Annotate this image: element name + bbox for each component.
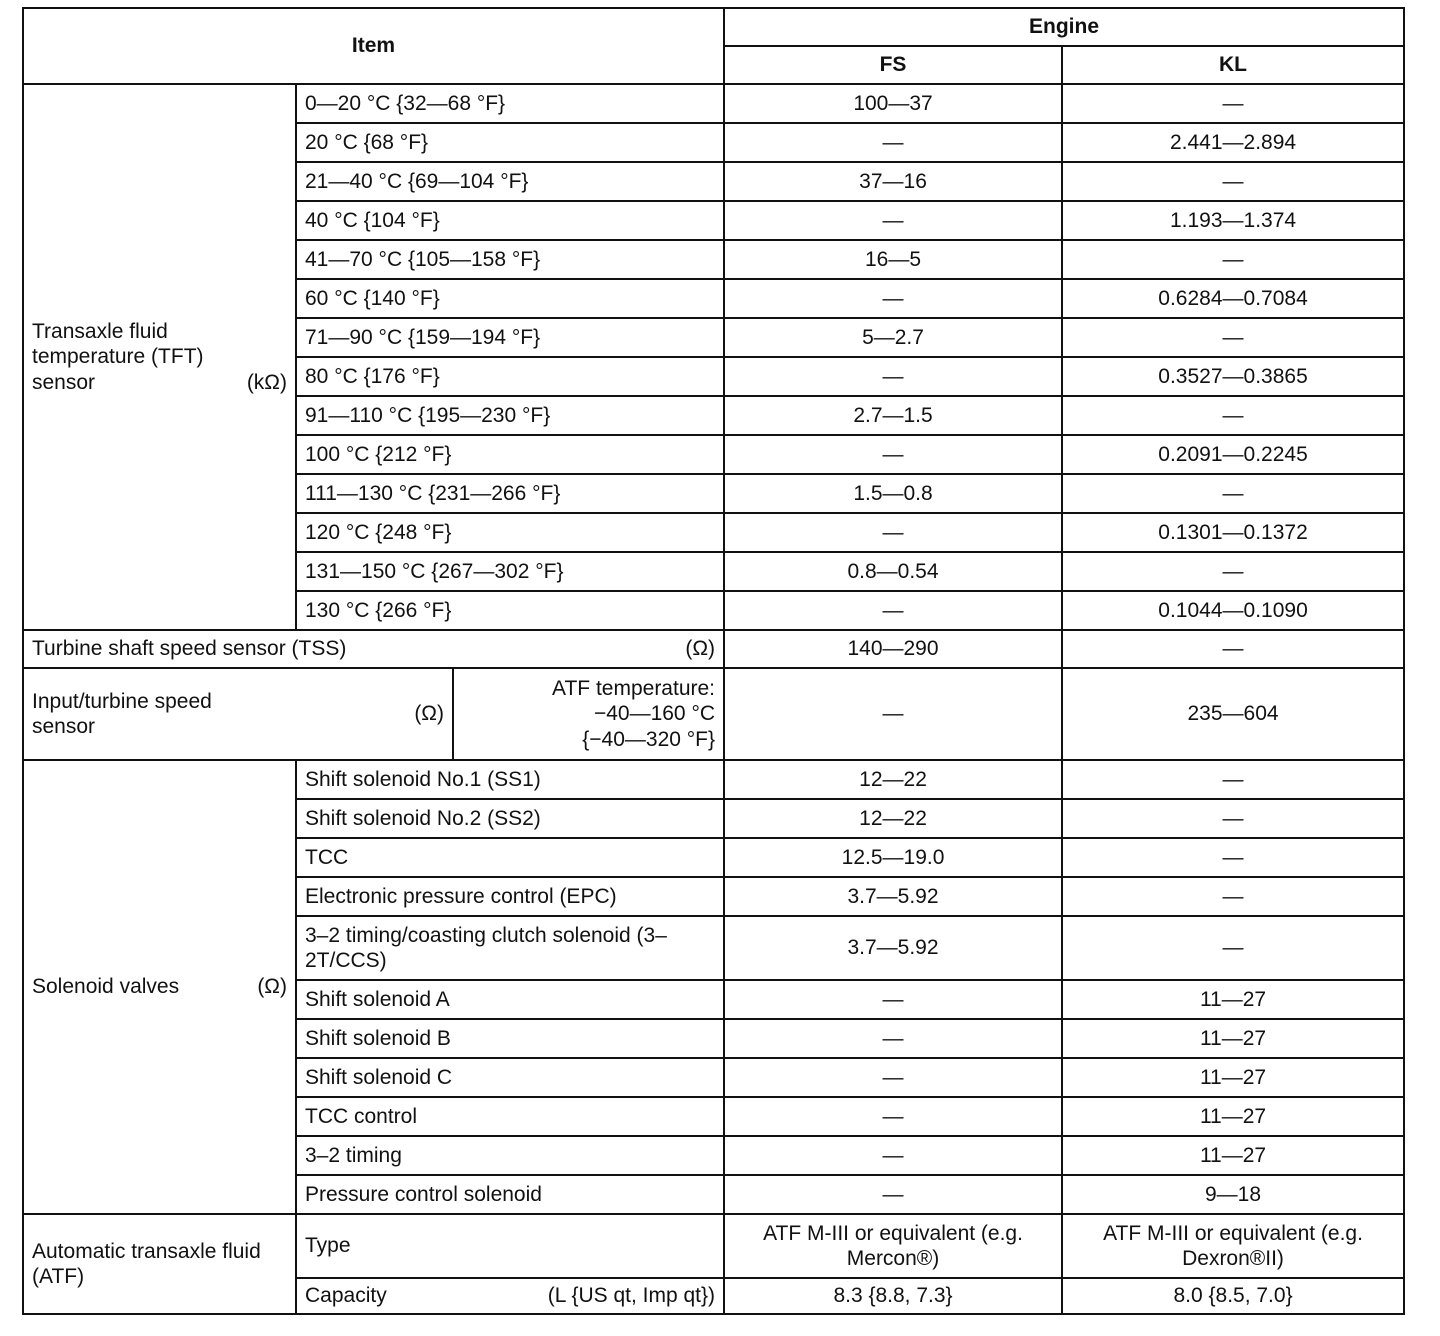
solenoid-kl-value: 11—27 <box>1062 1058 1404 1097</box>
solenoid-name: Pressure control solenoid <box>296 1175 724 1214</box>
solenoid-kl-value: — <box>1062 916 1404 980</box>
kl-header: KL <box>1062 46 1404 84</box>
atf-type-row <box>23 1214 1404 1278</box>
tft-condition: 80 °C {176 °F} <box>296 357 724 396</box>
tft-condition: 41—70 °C {105—158 °F} <box>296 240 724 279</box>
solenoid-kl-value: — <box>1062 760 1404 799</box>
tft-condition: 40 °C {104 °F} <box>296 201 724 240</box>
solenoid-name: Shift solenoid No.1 (SS1) <box>296 760 724 799</box>
tft-condition: 91—110 °C {195—230 °F} <box>296 396 724 435</box>
tft-label: Transaxle fluid temperature (TFT) sensor <box>32 320 204 394</box>
tss-kl: — <box>1062 630 1404 668</box>
engine-header: Engine <box>724 8 1404 46</box>
tft-fs-value: — <box>724 435 1062 474</box>
tft-condition: 60 °C {140 °F} <box>296 279 724 318</box>
tft-kl-value: — <box>1062 240 1404 279</box>
tft-fs-value: — <box>724 357 1062 396</box>
tft-kl-value: 0.1301—0.1372 <box>1062 513 1404 552</box>
solenoid-row <box>23 760 1404 799</box>
solenoid-fs-value: — <box>724 1097 1062 1136</box>
tft-row <box>23 84 1404 123</box>
solenoid-fs-value: — <box>724 1175 1062 1214</box>
tft-section <box>23 84 1404 630</box>
tft-kl-value: — <box>1062 474 1404 513</box>
tft-condition: 131—150 °C {267—302 °F} <box>296 552 724 591</box>
tft-kl-value: 0.3527—0.3865 <box>1062 357 1404 396</box>
input-turbine-label: Input/turbine speed sensor <box>32 689 212 738</box>
tft-condition: 20 °C {68 °F} <box>296 123 724 162</box>
atf-capacity-label: Capacity <box>305 1284 387 1308</box>
atf-type-label: Type <box>296 1214 724 1278</box>
tft-kl-value: — <box>1062 552 1404 591</box>
tft-kl-value: — <box>1062 318 1404 357</box>
solenoid-name: TCC control <box>296 1097 724 1136</box>
input-turbine-kl: 235—604 <box>1062 668 1404 760</box>
input-turbine-unit: (Ω) <box>414 702 444 726</box>
tft-condition: 111—130 °C {231—266 °F} <box>296 474 724 513</box>
tss-row <box>23 630 1404 668</box>
tft-fs-value: — <box>724 591 1062 630</box>
tft-kl-value: 0.6284—0.7084 <box>1062 279 1404 318</box>
tft-kl-value: — <box>1062 84 1404 123</box>
tft-kl-value: — <box>1062 162 1404 201</box>
solenoid-kl-value: — <box>1062 838 1404 877</box>
atf-label: Automatic transaxle fluid (ATF) <box>32 1239 261 1288</box>
solenoid-section <box>23 760 1404 1214</box>
solenoid-fs-value: — <box>724 1136 1062 1175</box>
solenoid-name: Shift solenoid A <box>296 980 724 1019</box>
tft-kl-value: 0.2091—0.2245 <box>1062 435 1404 474</box>
tft-fs-value: — <box>724 123 1062 162</box>
fs-header: FS <box>724 46 1062 84</box>
tss-label-cell <box>23 630 724 668</box>
atf-capacity-cell <box>296 1278 724 1314</box>
input-turbine-condition <box>453 668 724 760</box>
tft-condition: 100 °C {212 °F} <box>296 435 724 474</box>
tft-kl-value: 2.441—2.894 <box>1062 123 1404 162</box>
solenoid-name: Shift solenoid C <box>296 1058 724 1097</box>
tss-unit: (Ω) <box>685 637 716 661</box>
tft-kl-value: 1.193—1.374 <box>1062 201 1404 240</box>
tft-fs-value: 16—5 <box>724 240 1062 279</box>
solenoid-fs-value: 3.7—5.92 <box>724 877 1062 916</box>
header-row <box>23 8 1404 46</box>
tft-fs-value: — <box>724 513 1062 552</box>
solenoid-fs-value: — <box>724 1019 1062 1058</box>
solenoid-name: 3–2 timing <box>296 1136 724 1175</box>
tft-fs-value: 5—2.7 <box>724 318 1062 357</box>
tss-label: Turbine shaft speed sensor (TSS) <box>32 637 347 661</box>
solenoid-kl-value: 11—27 <box>1062 1097 1404 1136</box>
solenoid-kl-value: — <box>1062 799 1404 838</box>
tft-unit: (kΩ) <box>246 370 287 394</box>
solenoid-name: Shift solenoid No.2 (SS2) <box>296 799 724 838</box>
atf-capacity-unit: (L {US qt, Imp qt}) <box>547 1284 716 1308</box>
solenoid-unit: (Ω) <box>257 975 287 999</box>
tft-fs-value: 37—16 <box>724 162 1062 201</box>
solenoid-label: Solenoid valves <box>32 975 180 999</box>
tft-condition: 120 °C {248 °F} <box>296 513 724 552</box>
input-turbine-row <box>23 668 1404 760</box>
tft-fs-value: 1.5—0.8 <box>724 474 1062 513</box>
tft-condition: 0—20 °C {32—68 °F} <box>296 84 724 123</box>
solenoid-name: Electronic pressure control (EPC) <box>296 877 724 916</box>
tft-fs-value: — <box>724 201 1062 240</box>
atf-label-cell <box>23 1214 296 1314</box>
tft-condition: 71—90 °C {159—194 °F} <box>296 318 724 357</box>
tft-fs-value: 100—37 <box>724 84 1062 123</box>
input-turbine-cond-line1: ATF temperature: <box>552 677 716 701</box>
solenoid-label-cell <box>23 760 296 1214</box>
solenoid-kl-value: 11—27 <box>1062 1019 1404 1058</box>
solenoid-fs-value: — <box>724 1058 1062 1097</box>
tft-fs-value: — <box>724 279 1062 318</box>
input-turbine-cond-line2: −40—160 °C <box>593 702 716 726</box>
solenoid-kl-value: 11—27 <box>1062 1136 1404 1175</box>
tft-condition: 21—40 °C {69—104 °F} <box>296 162 724 201</box>
solenoid-fs-value: 12—22 <box>724 799 1062 838</box>
spec-table <box>22 7 1405 1315</box>
atf-capacity-fs: 8.3 {8.8, 7.3} <box>724 1278 1062 1314</box>
solenoid-name: Shift solenoid B <box>296 1019 724 1058</box>
solenoid-name: 3–2 timing/coasting clutch solenoid (3–2T/CCS) <box>296 916 724 980</box>
tft-fs-value: 0.8—0.54 <box>724 552 1062 591</box>
tss-fs: 140—290 <box>724 630 1062 668</box>
solenoid-fs-value: 12.5—19.0 <box>724 838 1062 877</box>
solenoid-kl-value: 9—18 <box>1062 1175 1404 1214</box>
solenoid-fs-value: 3.7—5.92 <box>724 916 1062 980</box>
tft-kl-value: — <box>1062 396 1404 435</box>
input-turbine-fs: — <box>724 668 1062 760</box>
item-header: Item <box>23 8 724 84</box>
input-turbine-cond-line3: {−40—320 °F} <box>582 727 716 751</box>
atf-capacity-kl: 8.0 {8.5, 7.0} <box>1062 1278 1404 1314</box>
solenoid-kl-value: — <box>1062 877 1404 916</box>
atf-type-fs: ATF M-III or equivalent (e.g. Mercon®) <box>724 1214 1062 1278</box>
input-turbine-label-cell <box>23 668 453 760</box>
solenoid-name: TCC <box>296 838 724 877</box>
solenoid-fs-value: 12—22 <box>724 760 1062 799</box>
tft-condition: 130 °C {266 °F} <box>296 591 724 630</box>
solenoid-fs-value: — <box>724 980 1062 1019</box>
tft-fs-value: 2.7—1.5 <box>724 396 1062 435</box>
tft-label-cell <box>23 84 296 630</box>
tft-kl-value: 0.1044—0.1090 <box>1062 591 1404 630</box>
solenoid-kl-value: 11—27 <box>1062 980 1404 1019</box>
atf-type-kl: ATF M-III or equivalent (e.g. Dexron®II) <box>1062 1214 1404 1278</box>
